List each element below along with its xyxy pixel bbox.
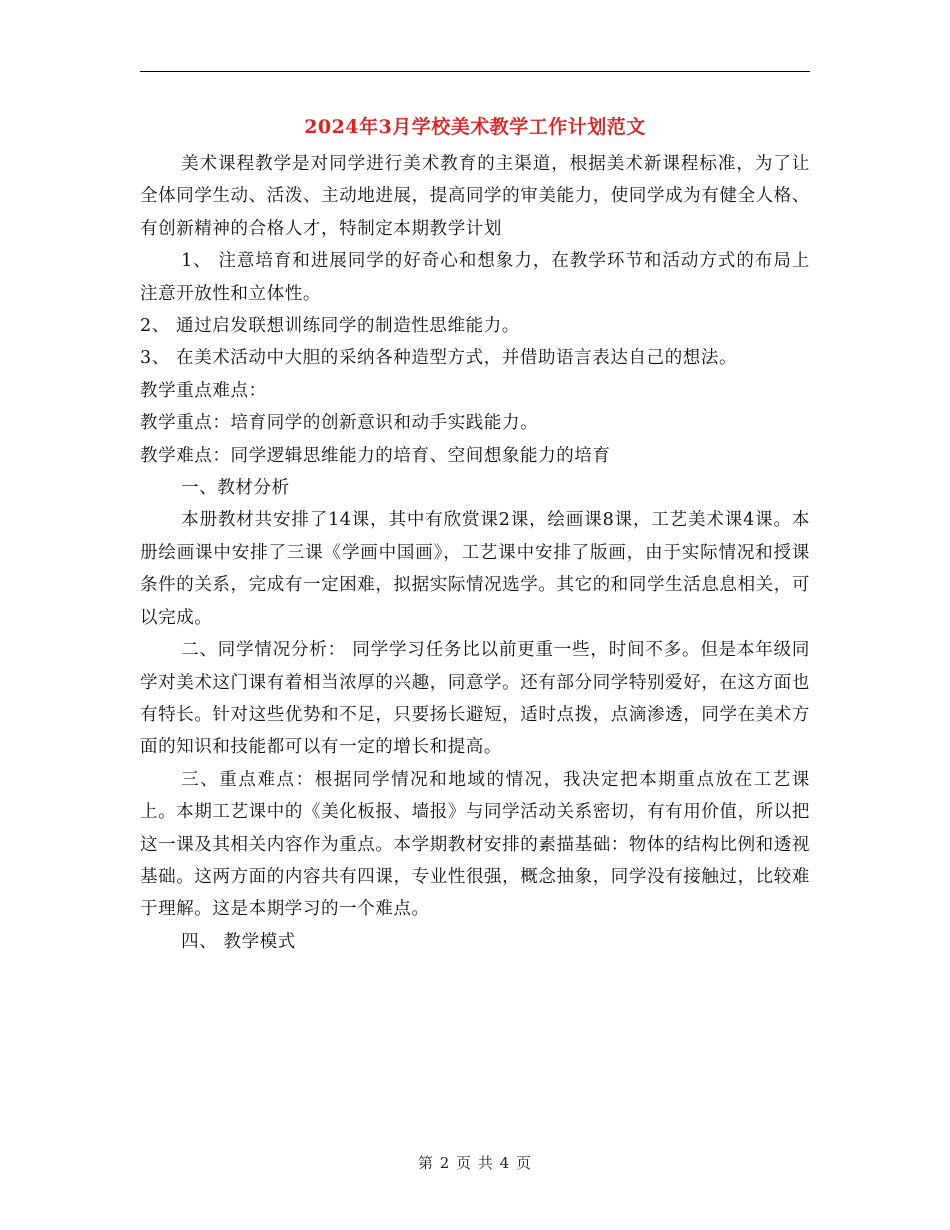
- page-number: 第 2 页 共 4 页: [418, 1154, 532, 1172]
- paragraph-textbook-analysis: 本册教材共安排了14课，其中有欣赏课2课，绘画课8课，工艺美术课4课。本册绘画课中安排了三课《学画中国画》，工艺课中安排了版画，由于实际情况和授课条件的关系，完成有一定困难，拟据实际情况选学。其它的和同学生活息息相关，可以完成。: [140, 510, 810, 628]
- paragraph-goal-2: 2、 通过启发联想训练同学的制造性思维能力。: [140, 316, 520, 337]
- paragraph-key-points-heading: 教学重点难点：: [140, 380, 267, 401]
- paragraph-difficulty: 教学难点：同学逻辑思维能力的培育、空间想象能力的培育: [140, 445, 611, 466]
- header-rule: [140, 71, 810, 72]
- paragraph-goal-1: 1、 注意培育和进展同学的好奇心和想象力，在教学环节和活动方式的布局上注意开放性和立体性。: [140, 251, 810, 304]
- section-heading-textbook: 一、教材分析: [181, 478, 290, 499]
- section-heading-teaching-mode: 四、 教学模式: [181, 931, 296, 952]
- page-title: 2024年3月学校美术教学工作计划范文: [304, 116, 646, 138]
- paragraph-focus-difficulty: 三、重点难点：根据同学情况和地域的情况，我决定把本期重点放在工艺课上。本期工艺课中的《美化板报、墙报》与同学活动关系密切，有有用价值，所以把这一课及其相关内容作为重点。本学期教材安排的素描基础：物体的结构比例和透视基础。这两方面的内容共有四课，专业性很强，概念抽象，同学没有接触过，比较难于理解。这是本期学习的一个难点。: [140, 769, 810, 920]
- document-body: [140, 148, 810, 958]
- paragraph-key-point: 教学重点：培育同学的创新意识和动手实践能力。: [140, 413, 539, 434]
- paragraph-goal-3: 3、 在美术活动中大胆的采纳各种造型方式，并借助语言表达自己的想法。: [140, 348, 738, 369]
- paragraph-student-analysis: 二、同学情况分析： 同学学习任务比以前更重一些，时间不多。但是本年级同学对美术这门课有着相当浓厚的兴趣，同意学。还有部分同学特别爱好，在这方面也有特长。针对这些优势和不足，只要扬长避短，适时点拨，点滴渗透，同学在美术方面的知识和技能都可以有一定的增长和提高。: [140, 640, 810, 758]
- paragraph-intro: 美术课程教学是对同学进行美术教育的主渠道，根据美术新课程标准，为了让全体同学生动、活泼、主动地进展，提高同学的审美能力，使同学成为有健全人格、有创新精神的合格人才，特制定本期教学计划: [140, 154, 810, 239]
